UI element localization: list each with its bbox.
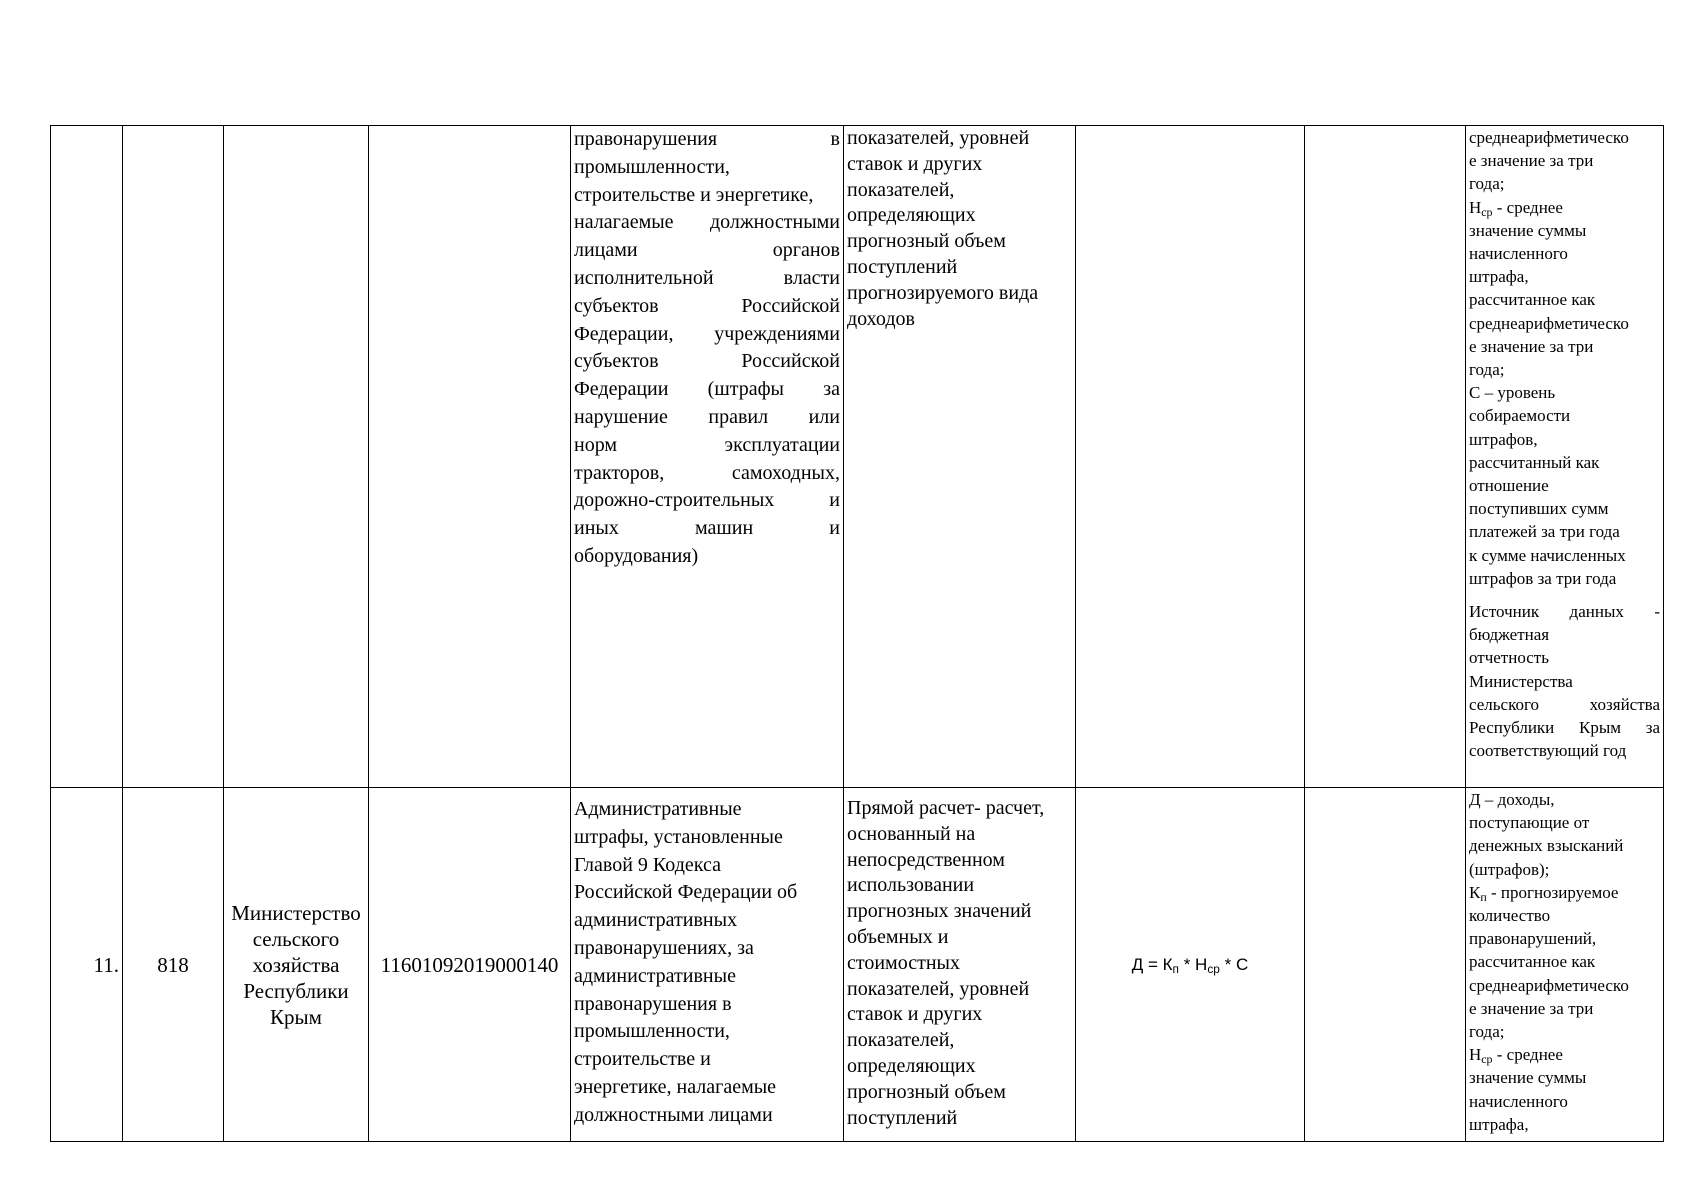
text-line: $К_п$ - прогнозируемое <box>1469 882 1619 904</box>
text-line: промышленности, <box>574 155 730 178</box>
text-line: штрафов за три года <box>1469 568 1617 588</box>
text-line: правонарушений, <box>1469 929 1597 949</box>
text-line: рассчитанное как <box>1469 290 1596 310</box>
text-line: (штрафов); <box>1469 859 1550 879</box>
text-line: норм эксплуатации <box>574 433 840 456</box>
text-line: рассчитанный как <box>1469 452 1600 472</box>
text-line: $Н_{ср}$ - среднее <box>1469 197 1563 219</box>
cell-code-empty <box>123 126 224 788</box>
text-line: лицами органов <box>574 239 840 262</box>
text-line: субъектов Российской <box>574 294 840 317</box>
cell-formula-empty <box>1076 126 1305 788</box>
table-row-continued <box>51 126 1664 788</box>
text-line: года; <box>1469 174 1505 194</box>
text-line: показателей, уровней <box>847 977 1030 1000</box>
text-line: должностными лицами <box>574 1103 773 1126</box>
text-line: $Н_{ср}$ - среднее <box>1469 1045 1563 1067</box>
text-line: к сумме начисленных <box>1469 545 1626 565</box>
text-line: административные <box>574 964 736 987</box>
text-line: штрафов, <box>1469 429 1538 449</box>
text-line: е значение за три <box>1469 336 1594 356</box>
text-line: года; <box>1469 360 1505 380</box>
text-line: Административные <box>574 798 742 820</box>
text-line: хозяйства <box>252 952 340 977</box>
text-line: иных машин и <box>574 517 840 540</box>
cell-code: 818 <box>123 788 224 1142</box>
spacer <box>1469 590 1660 600</box>
text-line: начисленного <box>1469 244 1568 264</box>
text-line: основанный на <box>847 822 976 845</box>
text-line: Прямой расчет- расчет, <box>847 797 1045 819</box>
table-row-11 <box>51 788 1664 1142</box>
text-line: Крым <box>270 1004 322 1029</box>
text-line: строительстве и <box>574 1048 711 1071</box>
cell-formula <box>1076 788 1305 1142</box>
formula: $Д = К_п * Н_{ср} * С$ <box>1131 954 1249 976</box>
text-line: Источник данных - <box>1469 602 1660 622</box>
text-line: Главой 9 Кодекса <box>574 853 721 876</box>
text-line: отношение <box>1469 476 1549 496</box>
text-line: прогнозный объем <box>847 1080 1006 1103</box>
text-line: показателей, <box>847 1029 955 1052</box>
text-line: Федерации, учреждениями <box>574 322 840 345</box>
text-line: дорожно-строительных и <box>574 489 840 512</box>
text-line: среднеарифметическо <box>1469 128 1629 147</box>
text-line: Министерства <box>1469 671 1573 691</box>
text-line: энергетике, налагаемые <box>574 1075 777 1098</box>
text-line: стоимостных <box>847 951 960 974</box>
text-line: Республики Крым за <box>1469 718 1660 738</box>
cell-indicator-description <box>1466 788 1664 1142</box>
text-line: платежей за три года <box>1469 522 1620 542</box>
text-line: сельского хозяйства <box>1469 694 1660 714</box>
text-line: непосредственном <box>847 848 1005 871</box>
text-line: показателей, уровней <box>847 127 1030 149</box>
text-line: количество <box>1469 906 1551 926</box>
text-line: прогнозируемого вида <box>847 281 1039 304</box>
text-line: объемных и <box>847 925 949 948</box>
text-line: определяющих <box>847 1054 976 1077</box>
text-line: прогнозных значений <box>847 900 1032 923</box>
text-line: доходов <box>847 307 915 330</box>
text-line: рассчитанное как <box>1469 952 1596 972</box>
cell-income-name <box>571 788 844 1142</box>
text-line: Российской Федерации об <box>574 881 798 904</box>
text-line: года; <box>1469 1022 1505 1042</box>
cell-kbk-empty <box>369 126 571 788</box>
text-line: промышленности, <box>574 1020 730 1043</box>
text-line: правонарушениях, за <box>574 936 754 959</box>
cell-method <box>844 126 1076 788</box>
text-line: е значение за три <box>1469 151 1594 171</box>
text-line: правонарушения в <box>574 992 732 1015</box>
cell-kbk: 11601092019000140 <box>369 788 571 1142</box>
text-line: Федерации (штрафы за <box>574 378 840 401</box>
cell-admin <box>224 788 369 1142</box>
text-line: сельского <box>252 926 340 951</box>
cell-indicator-description <box>1466 126 1664 788</box>
text-line: ставок и других <box>847 1003 983 1026</box>
text-line: поступающие от <box>1469 813 1590 833</box>
text-line: бюджетная <box>1469 625 1550 645</box>
text-line: значение суммы <box>1469 1068 1587 1088</box>
text-line: среднеарифметическо <box>1469 313 1629 333</box>
text-line: Республики <box>243 978 349 1003</box>
text-line: Министерство <box>231 900 361 925</box>
text-line: исполнительной власти <box>574 266 840 289</box>
text-line: е значение за три <box>1469 998 1594 1018</box>
text-line: строительстве и энергетике, <box>574 183 814 206</box>
text-line: использовании <box>847 874 975 897</box>
text-line: поступивших сумм <box>1469 499 1609 519</box>
text-line: нарушение правил или <box>574 405 840 428</box>
text-line: соответствующий год <box>1469 741 1627 761</box>
cell-number-empty <box>51 126 123 788</box>
cell-number: 11. <box>51 788 123 1142</box>
text-line: Д – доходы, <box>1469 790 1555 809</box>
text-line: правонарушения в <box>574 128 840 150</box>
text-line: административных <box>574 909 738 932</box>
text-line: субъектов Российской <box>574 350 840 373</box>
text-line: начисленного <box>1469 1091 1568 1111</box>
text-line: денежных взысканий <box>1469 836 1624 856</box>
cell-admin-empty <box>224 126 369 788</box>
text-line: ставок и других <box>847 152 983 175</box>
text-line: штрафа, <box>1469 1114 1529 1134</box>
text-line: показателей, <box>847 178 955 201</box>
text-line: собираемости <box>1469 406 1571 426</box>
document-table <box>50 125 1664 1142</box>
text-line: поступлений <box>847 255 958 278</box>
text-line: тракторов, самоходных, <box>574 461 840 484</box>
text-line: налагаемые должностными <box>574 211 840 234</box>
text-line: штрафы, установленные <box>574 825 783 848</box>
cell-income-name <box>571 126 844 788</box>
text-line: прогнозный объем <box>847 230 1006 253</box>
text-line: среднеарифметическо <box>1469 975 1629 995</box>
text-line: штрафа, <box>1469 267 1529 287</box>
cell-method <box>844 788 1076 1142</box>
cell-algorithm-empty <box>1305 788 1466 1142</box>
text-line: определяющих <box>847 204 976 227</box>
text-line: поступлений <box>847 1106 958 1129</box>
text-line: оборудования) <box>574 544 699 567</box>
text-line: С – уровень <box>1469 383 1556 403</box>
text-line: значение суммы <box>1469 220 1587 240</box>
cell-algorithm-empty <box>1305 126 1466 788</box>
text-line: отчетность <box>1469 648 1549 668</box>
